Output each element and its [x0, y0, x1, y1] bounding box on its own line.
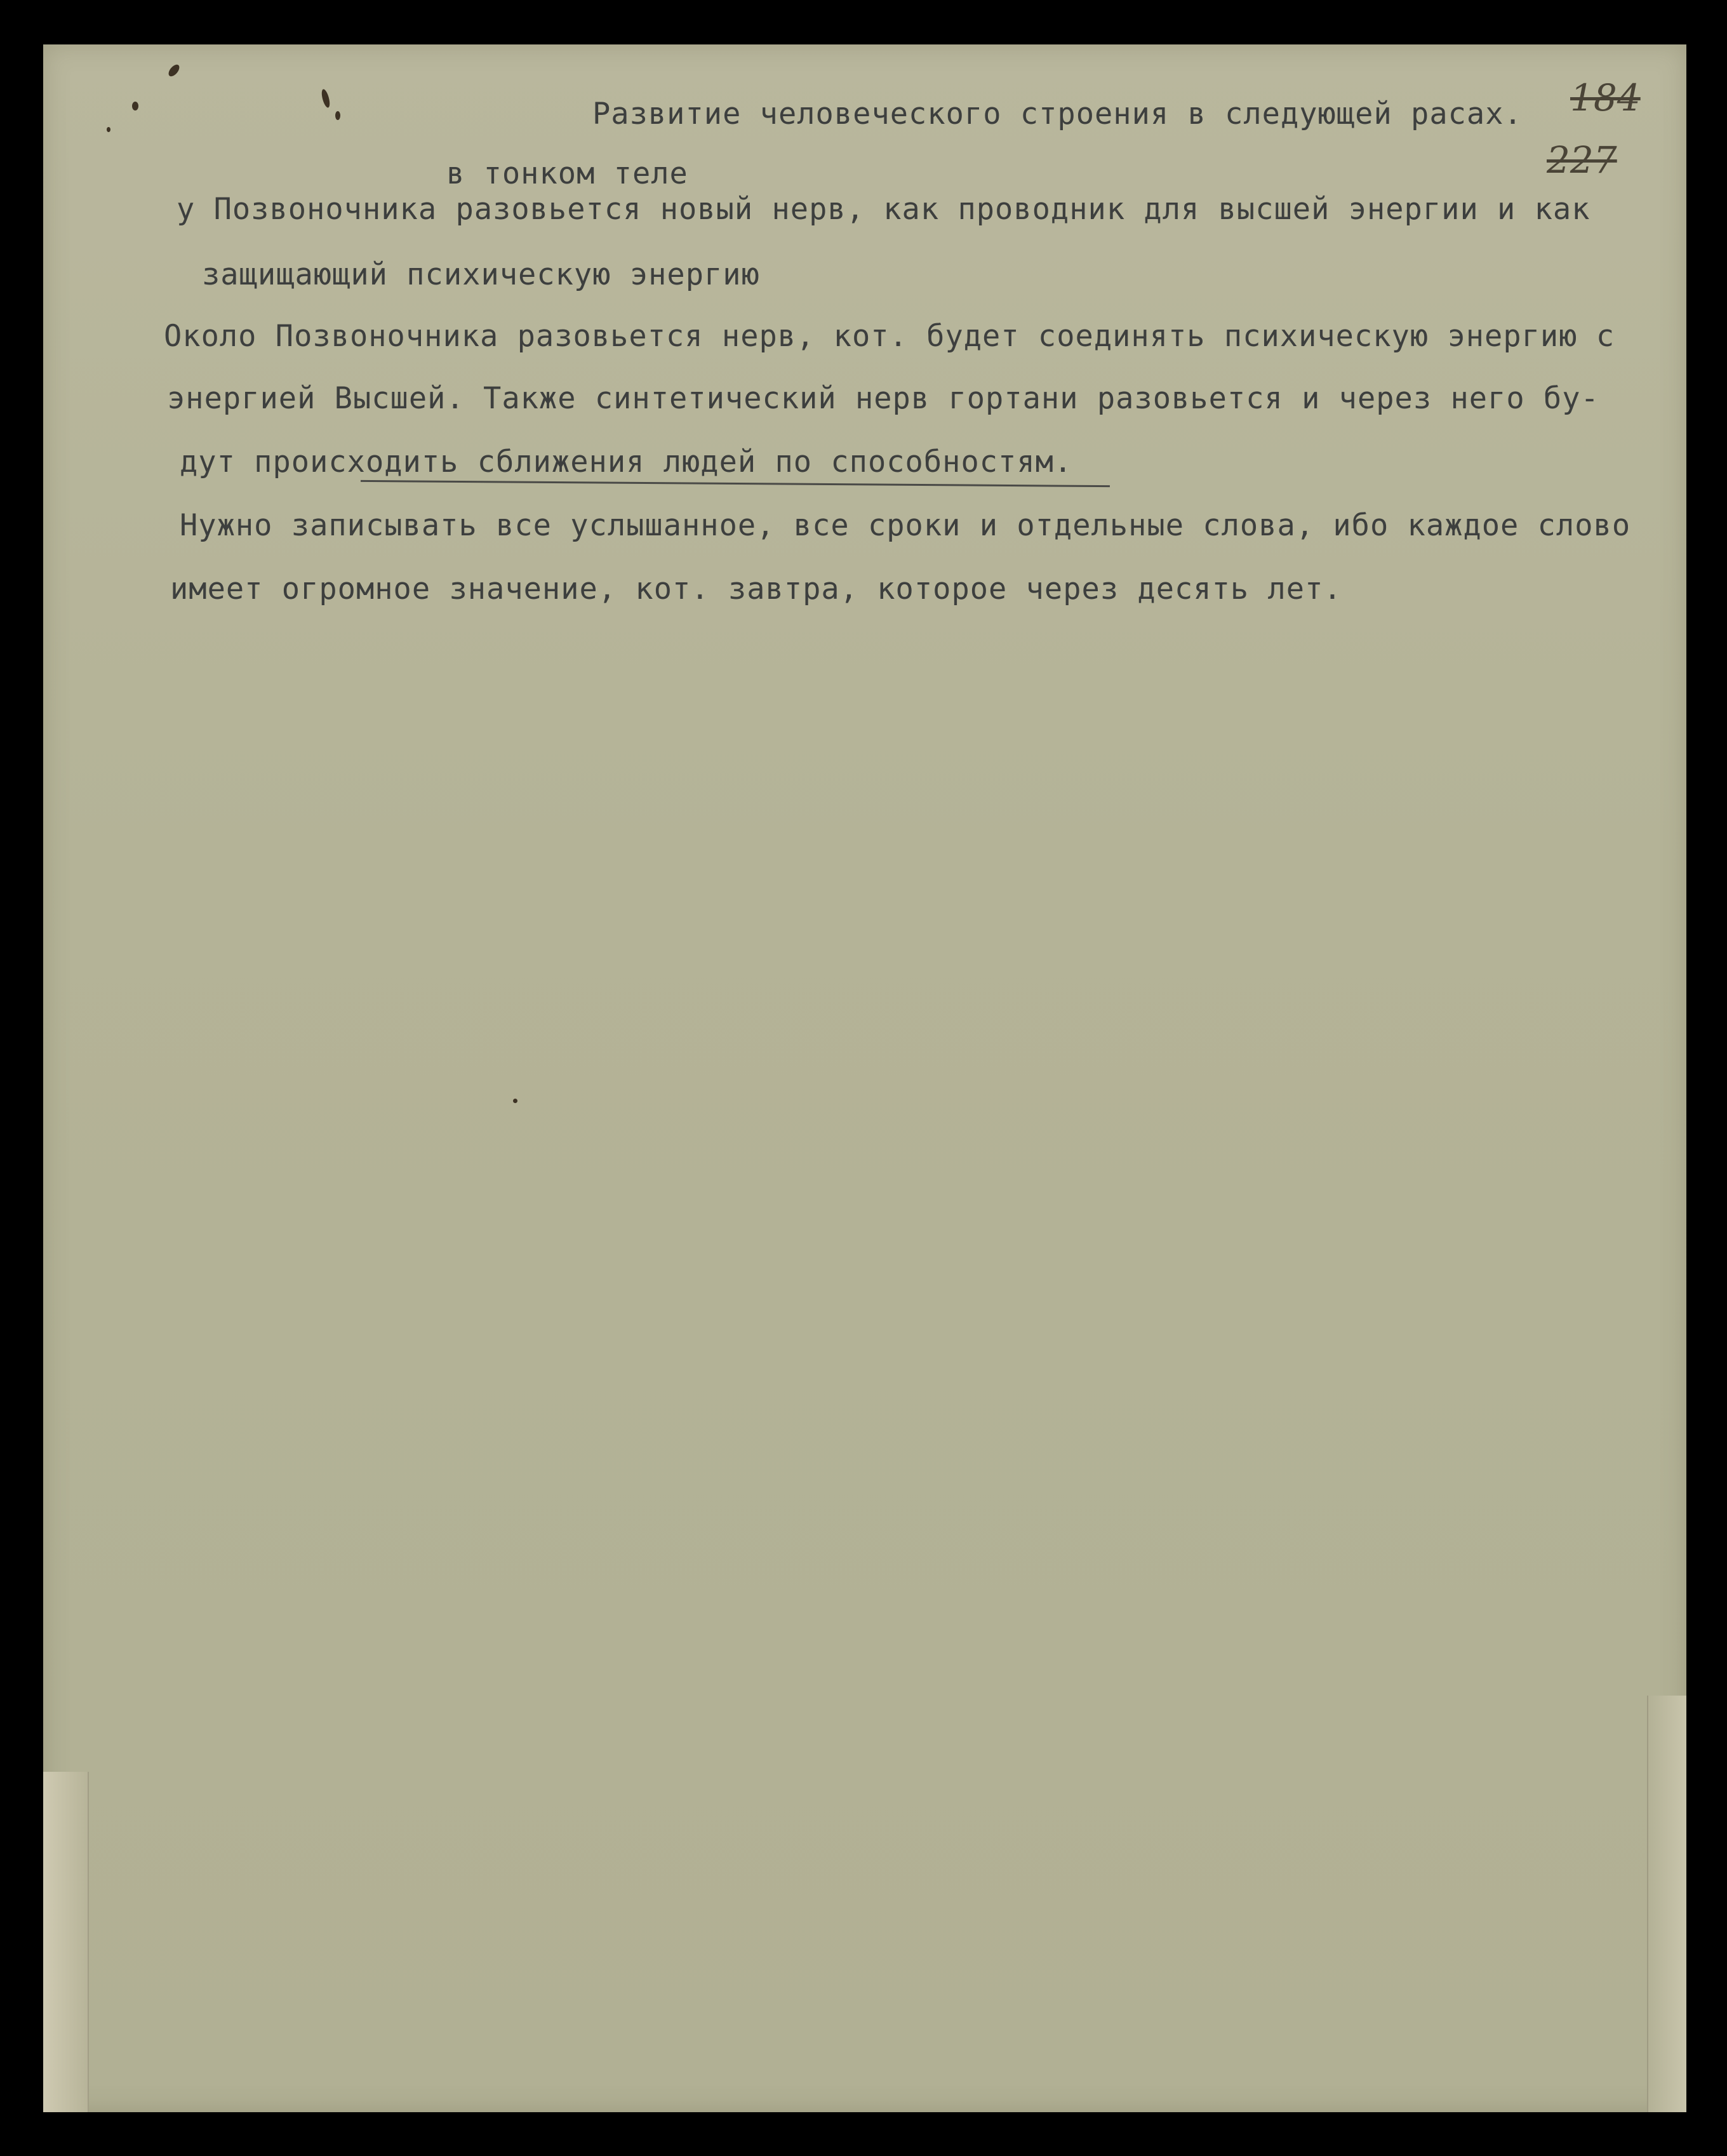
text-line: имеет огромное значение, кот. завтра, которое через десять лет. [170, 572, 1342, 606]
text-line: дут происходить сближения людей по способностям. [180, 445, 1073, 479]
ink-stain [107, 127, 110, 132]
text-line: у Позвоночника разовьется новый нерв, как проводник для высшей энергии и как [177, 192, 1590, 227]
text-line: энергией Высшей. Также синтетический нерв гортани разовьется и через него бу- [167, 381, 1599, 416]
document-title: Развитие человеческого строения в следующей расах. [592, 97, 1523, 131]
paper-fold-right [1647, 1696, 1686, 2112]
folio-number-struck: 184 [1570, 76, 1641, 119]
ink-stain [132, 102, 138, 110]
ink-stain [513, 1099, 517, 1103]
folio-number: 227 [1547, 138, 1617, 182]
text-line: Около Позвоночника разовьется нерв, кот. будет соединять психическую энергию с [164, 319, 1615, 354]
ink-stain [166, 63, 181, 79]
ink-stain [335, 111, 340, 120]
paper-fold-left [43, 1772, 89, 2112]
document-sheet [43, 44, 1686, 2112]
ink-stain [320, 88, 331, 109]
interlinear-insertion: в тонком теле [446, 156, 688, 191]
handwritten-underline [361, 480, 1110, 487]
text-line: защищающий психическую энергию [202, 257, 760, 292]
text-line: Нужно записывать все услышанное, все сроки и отдельные слова, ибо каждое слово [180, 508, 1631, 543]
